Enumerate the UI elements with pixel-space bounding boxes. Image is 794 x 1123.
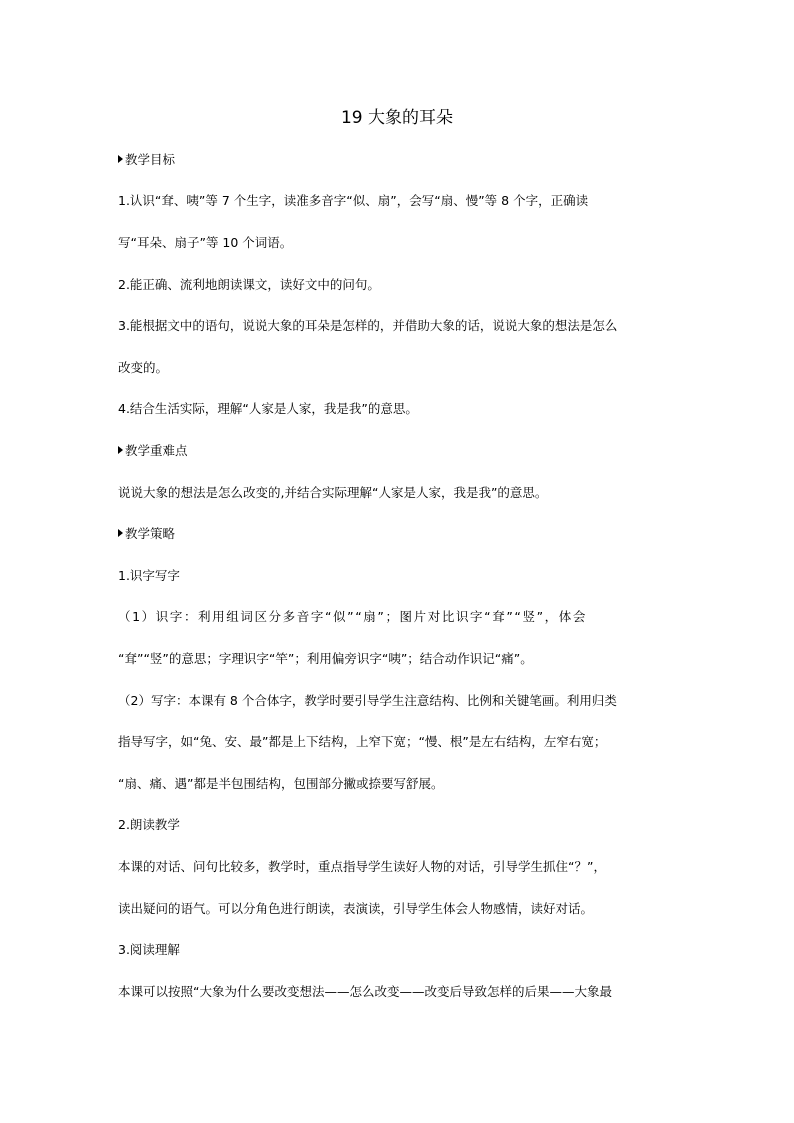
objectives-line-3: 2.能正确、流利地朗读课文，读好文中的问句。 bbox=[118, 277, 380, 292]
section-heading-objectives bbox=[118, 151, 678, 169]
strategy-line-8: 本课的对话、问句比较多，教学时，重点指导学生读好人物的对话，引导学生抓住“？”， bbox=[118, 859, 606, 874]
strategy-line-2: （1）识字：利用组词区分多音字“似”“扇”；图片对比识字“耷”“竖”，体会 bbox=[118, 609, 587, 624]
document-title: 19 大象的耳朵 bbox=[340, 108, 454, 128]
section-heading-key-points bbox=[118, 442, 678, 460]
section-heading-text: 教学目标 bbox=[125, 152, 176, 167]
strategy-line-6: “扇、痛、遇”都是半包围结构，包围部分撇或捺要写舒展。 bbox=[118, 776, 444, 791]
strategy-line-1: 1.识字写字 bbox=[118, 568, 180, 583]
strategy-line-9: 读出疑问的语气。可以分角色进行朗读，表演读，引导学生体会人物感情，读好对话。 bbox=[118, 901, 594, 916]
triangle-bullet-icon bbox=[118, 529, 123, 537]
objectives-line-4: 3.能根据文中的语句，说说大象的耳朵是怎样的，并借助大象的话，说说大象的想法是怎么 bbox=[118, 318, 618, 333]
strategy-line-3: “耷”“竖”的意思；字理识字“竿”；利用偏旁识字“咦”；结合动作识记“痛”。 bbox=[118, 651, 533, 666]
objectives-line-2: 写“耳朵、扇子”等 10 个词语。 bbox=[118, 235, 293, 250]
section-heading-strategy bbox=[118, 525, 678, 543]
section-heading-text: 教学重难点 bbox=[125, 443, 188, 458]
key-points-line-1: 说说大象的想法是怎么改变的,并结合实际理解“人家是人家，我是我”的意思。 bbox=[118, 485, 548, 500]
objectives-line-1: 1.认识“耷、咦”等 7 个生字，读准多音字“似、扇”，会写“扇、慢”等 8 个字，正确读 bbox=[118, 193, 589, 208]
strategy-line-11: 本课可以按照“大象为什么要改变想法——怎么改变——改变后导致怎样的后果——大象最 bbox=[118, 984, 612, 999]
objectives-line-6: 4.结合生活实际，理解“人家是人家，我是我”的意思。 bbox=[118, 401, 418, 416]
triangle-bullet-icon bbox=[118, 155, 123, 163]
strategy-line-7: 2.朗读教学 bbox=[118, 817, 180, 832]
section-heading-text: 教学策略 bbox=[125, 526, 176, 541]
strategy-line-4: （2）写字：本课有 8 个合体字，教学时要引导学生注意结构、比例和关键笔画。利用归类 bbox=[118, 693, 617, 708]
strategy-line-5: 指导写字，如“兔、安、最”都是上下结构，上窄下宽；“慢、根”是左右结构，左窄右宽； bbox=[118, 734, 607, 749]
objectives-line-5: 改变的。 bbox=[118, 360, 169, 375]
triangle-bullet-icon bbox=[118, 446, 123, 454]
strategy-line-10: 3.阅读理解 bbox=[118, 942, 180, 957]
